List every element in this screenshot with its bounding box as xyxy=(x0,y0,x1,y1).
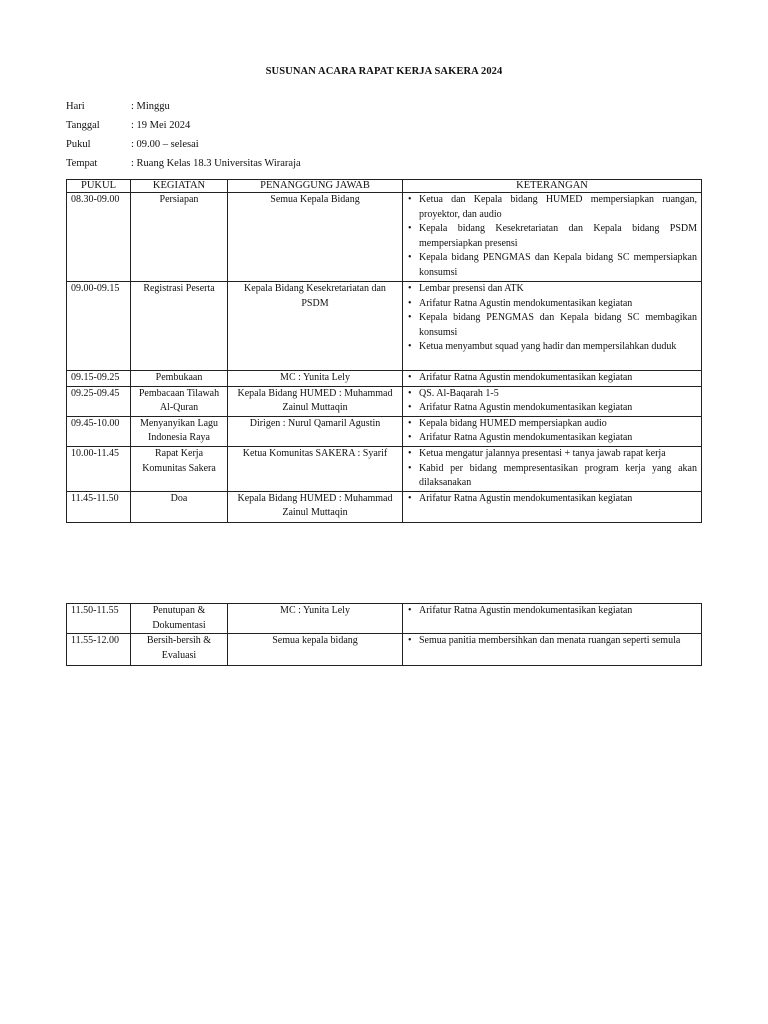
keterangan-list xyxy=(407,604,697,619)
keterangan-list xyxy=(407,371,697,386)
cell-kegiatan: Menyanyikan Lagu Indonesia Raya xyxy=(131,416,228,446)
cell-keterangan xyxy=(403,446,702,491)
header-pukul: PUKUL xyxy=(67,180,131,193)
info-label: Tanggal xyxy=(66,120,100,131)
cell-pukul: 10.00-11.45 xyxy=(67,446,131,491)
cell-penanggung-jawab: Kepala Bidang HUMED : Muhammad Zainul Muttaqin xyxy=(228,386,403,416)
cell-pukul: 11.55-12.00 xyxy=(67,634,131,666)
cell-penanggung-jawab: MC : Yunita Lely xyxy=(228,604,403,634)
cell-penanggung-jawab: MC : Yunita Lely xyxy=(228,371,403,387)
cell-kegiatan: Doa xyxy=(131,491,228,522)
cell-kegiatan: Pembacaan Tilawah Al-Quran xyxy=(131,386,228,416)
keterangan-list xyxy=(407,492,697,507)
table-row xyxy=(67,386,702,416)
header-penanggung-jawab: PENANGGUNG JAWAB xyxy=(228,180,403,193)
cell-keterangan xyxy=(403,282,702,371)
keterangan-item: • Arifatur Ratna Agustin mendokumentasikan kegiatan xyxy=(419,297,697,312)
cell-pukul: 09.15-09.25 xyxy=(67,371,131,387)
info-hari xyxy=(66,100,706,119)
cell-pukul: 09.25-09.45 xyxy=(67,386,131,416)
table-header-row xyxy=(67,180,702,193)
keterangan-item: • Ketua menyambut squad yang hadir dan mempersilahkan duduk xyxy=(419,340,697,355)
keterangan-list xyxy=(407,634,697,649)
keterangan-list xyxy=(407,387,697,416)
cell-penanggung-jawab: Semua Kepala Bidang xyxy=(228,193,403,282)
keterangan-list xyxy=(407,193,697,281)
cell-kegiatan: Rapat Kerja Komunitas Sakera xyxy=(131,446,228,491)
cell-keterangan xyxy=(403,604,702,634)
cell-keterangan xyxy=(403,491,702,522)
cell-penanggung-jawab: Dirigen : Nurul Qamaril Agustin xyxy=(228,416,403,446)
keterangan-item: • Semua panitia membersihkan dan menata ruangan seperti semula xyxy=(419,634,697,649)
table-row xyxy=(67,193,702,282)
schedule-table-continued xyxy=(66,603,702,666)
info-pukul xyxy=(66,138,706,157)
schedule-rows xyxy=(67,193,702,523)
cell-kegiatan: Persiapan xyxy=(131,193,228,282)
keterangan-list xyxy=(407,282,697,355)
keterangan-item: • Arifatur Ratna Agustin mendokumentasikan kegiatan xyxy=(419,492,697,507)
keterangan-item: • Ketua mengatur jalannya presentasi + tanya jawab rapat kerja xyxy=(419,447,697,462)
info-value: : 19 Mei 2024 xyxy=(131,120,191,131)
cell-pukul: 11.45-11.50 xyxy=(67,491,131,522)
keterangan-item: • Kepala bidang PENGMAS dan Kepala bidang SC membagikan konsumsi xyxy=(419,311,697,340)
keterangan-item: • QS. Al-Baqarah 1-5 xyxy=(419,387,697,402)
event-info xyxy=(66,100,706,176)
keterangan-item: • Kabid per bidang mempresentasikan program kerja yang akan dilaksanakan xyxy=(419,462,697,491)
keterangan-item: • Arifatur Ratna Agustin mendokumentasikan kegiatan xyxy=(419,401,697,416)
info-label: Hari xyxy=(66,101,85,112)
keterangan-list xyxy=(407,417,697,446)
cell-penanggung-jawab: Ketua Komunitas SAKERA : Syarif xyxy=(228,446,403,491)
info-value: : 09.00 – selesai xyxy=(131,139,199,150)
schedule-rows xyxy=(67,604,702,666)
keterangan-item: • Arifatur Ratna Agustin mendokumentasikan kegiatan xyxy=(419,431,697,446)
header-keterangan: KETERANGAN xyxy=(403,180,702,193)
table-row xyxy=(67,282,702,371)
keterangan-item: • Ketua dan Kepala bidang HUMED mempersiapkan ruangan, proyektor, dan audio xyxy=(419,193,697,222)
schedule-table xyxy=(66,179,702,523)
cell-pukul: 09.45-10.00 xyxy=(67,416,131,446)
table-row xyxy=(67,446,702,491)
keterangan-item: • Lembar presensi dan ATK xyxy=(419,282,697,297)
info-label: Tempat xyxy=(66,158,98,169)
cell-pukul: 11.50-11.55 xyxy=(67,604,131,634)
document-title: SUSUNAN ACARA RAPAT KERJA SAKERA 2024 xyxy=(265,66,503,77)
keterangan-item: • Kepala bidang Kesekretariatan dan Kepala bidang PSDM mempersiapkan presensi xyxy=(419,222,697,251)
table-row xyxy=(67,371,702,387)
keterangan-item: • Kepala bidang PENGMAS dan Kepala bidang SC mempersiapkan konsumsi xyxy=(419,251,697,280)
cell-keterangan xyxy=(403,416,702,446)
table-row xyxy=(67,604,702,634)
info-tempat xyxy=(66,157,706,176)
cell-kegiatan: Bersih-bersih & Evaluasi xyxy=(131,634,228,666)
keterangan-item: • Arifatur Ratna Agustin mendokumentasikan kegiatan xyxy=(419,604,697,619)
info-tanggal xyxy=(66,119,706,138)
cell-pukul: 09.00-09.15 xyxy=(67,282,131,371)
cell-kegiatan: Pembukaan xyxy=(131,371,228,387)
cell-penanggung-jawab: Semua kepala bidang xyxy=(228,634,403,666)
cell-kegiatan: Penutupan & Dokumentasi xyxy=(131,604,228,634)
cell-penanggung-jawab: Kepala Bidang Kesekretariatan dan PSDM xyxy=(228,282,403,371)
cell-pukul: 08.30-09.00 xyxy=(67,193,131,282)
table-row xyxy=(67,416,702,446)
cell-keterangan xyxy=(403,386,702,416)
header-kegiatan: KEGIATAN xyxy=(131,180,228,193)
keterangan-item: • Kepala bidang HUMED mempersiapkan audio xyxy=(419,417,697,432)
keterangan-list xyxy=(407,447,697,491)
cell-keterangan xyxy=(403,371,702,387)
cell-keterangan xyxy=(403,193,702,282)
info-value: : Minggu xyxy=(131,101,170,112)
cell-kegiatan: Registrasi Peserta xyxy=(131,282,228,371)
info-label: Pukul xyxy=(66,139,91,150)
cell-keterangan xyxy=(403,634,702,666)
info-value: : Ruang Kelas 18.3 Universitas Wiraraja xyxy=(131,158,301,169)
table-row xyxy=(67,491,702,522)
table-row xyxy=(67,634,702,666)
keterangan-item: • Arifatur Ratna Agustin mendokumentasikan kegiatan xyxy=(419,371,697,386)
cell-penanggung-jawab: Kepala Bidang HUMED : Muhammad Zainul Muttaqin xyxy=(228,491,403,522)
